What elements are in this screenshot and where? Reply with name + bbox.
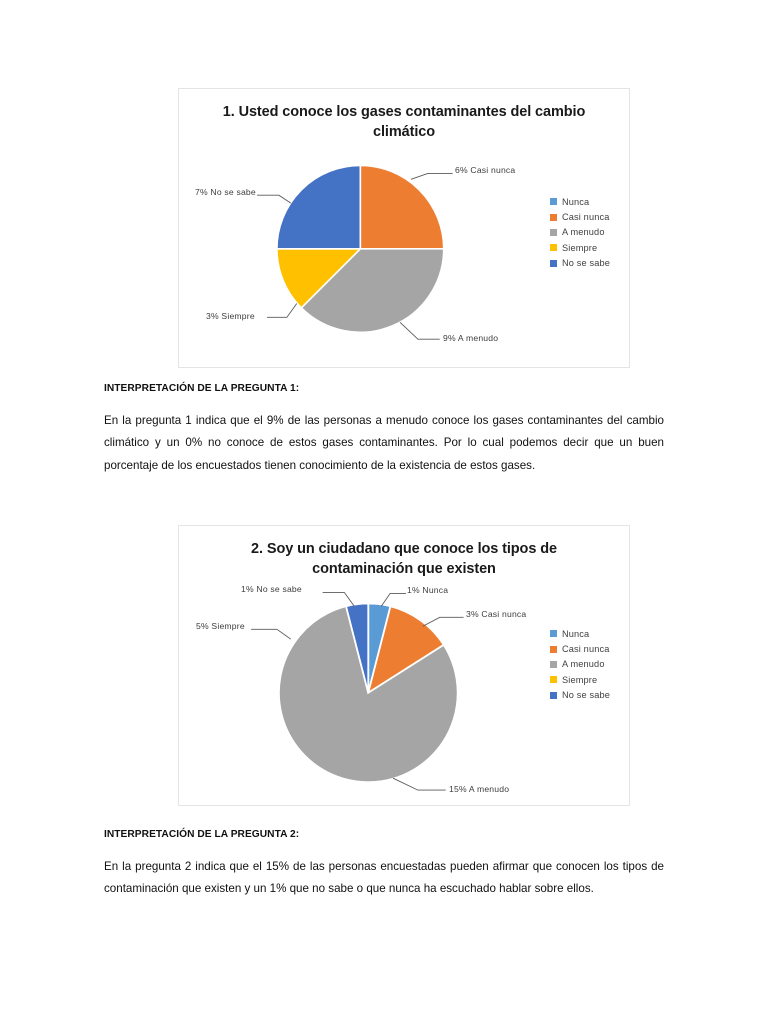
legend-swatch-icon-casi-nunca bbox=[550, 214, 557, 221]
chart-2-container bbox=[178, 525, 630, 806]
chart-1-data-label-casi-nunca: 6% Casi nunca bbox=[455, 165, 516, 175]
chart-2-data-label-nunca: 1% Nunca bbox=[407, 585, 449, 595]
interpretacion-2-paragraph: En la pregunta 2 indica que el 15% de las personas encuestadas pueden afirmar que conocen los tipos de contaminación que existen y un 1% que no sabe o que nunca ha escuchado hablar sobre ellos. bbox=[104, 860, 664, 896]
legend-label-a-menudo: A menudo bbox=[562, 659, 605, 670]
chart-1-container bbox=[178, 88, 630, 368]
legend-swatch-icon-nunca bbox=[550, 630, 557, 637]
interpretacion-1-heading: INTERPRETACIÓN DE LA PREGUNTA 1: bbox=[104, 383, 300, 394]
legend-label-nunca: Nunca bbox=[562, 628, 590, 639]
chart-2-slices bbox=[279, 603, 458, 782]
legend-label-nunca: Nunca bbox=[562, 196, 590, 207]
chart-2-title: 2. Soy un ciudadano que conoce los tipos de contaminación que existen bbox=[251, 541, 557, 577]
chart-1-data-label-no-se-sabe: 7% No se sabe bbox=[195, 187, 256, 197]
chart-1-slices bbox=[277, 165, 444, 332]
chart-1-data-label-siempre: 3% Siempre bbox=[206, 311, 255, 321]
legend-item-no-se-sabe[interactable] bbox=[550, 688, 610, 703]
leader-line-casi-nunca bbox=[423, 617, 464, 626]
legend-swatch-icon-no-se-sabe bbox=[550, 692, 557, 699]
leader-line-casi-nunca bbox=[411, 173, 453, 179]
pie-slice-no-se-sabe[interactable] bbox=[277, 165, 360, 248]
legend-swatch-icon-siempre bbox=[550, 244, 557, 251]
legend-swatch-icon-nunca bbox=[550, 198, 557, 205]
legend-item-no-se-sabe[interactable] bbox=[550, 256, 610, 271]
legend-label-casi-nunca: Casi nunca bbox=[562, 212, 610, 223]
leader-line-siempre bbox=[267, 303, 297, 317]
legend-swatch-icon-a-menudo bbox=[550, 229, 557, 236]
interpretacion-2-heading: INTERPRETACIÓN DE LA PREGUNTA 2: bbox=[104, 829, 300, 840]
chart-2-data-label-no-se-sabe: 1% No se sabe bbox=[241, 584, 302, 594]
legend-swatch-icon-siempre bbox=[550, 676, 557, 683]
legend-swatch-icon-casi-nunca bbox=[550, 646, 557, 653]
legend-label-a-menudo: A menudo bbox=[562, 227, 605, 238]
legend-label-no-se-sabe: No se sabe bbox=[562, 258, 610, 269]
pie-slice-casi-nunca[interactable] bbox=[360, 165, 443, 248]
legend-item-a-menudo[interactable] bbox=[550, 225, 610, 240]
interpretacion-1-paragraph: En la pregunta 1 indica que el 9% de las personas a menudo conoce los gases contaminantes del cambio climático y un 0% no conoce de estos gases contaminantes. Por lo cual podemos decir que un buen porcentaje de los encuestados tienen conocimiento de la existencia de estos gases. bbox=[104, 414, 664, 472]
legend-item-a-menudo[interactable] bbox=[550, 657, 610, 672]
legend-label-siempre: Siempre bbox=[562, 674, 598, 685]
legend-item-nunca[interactable] bbox=[550, 626, 610, 641]
legend-item-nunca[interactable] bbox=[550, 194, 610, 209]
legend-label-siempre: Siempre bbox=[562, 242, 598, 253]
chart-2-legend bbox=[550, 626, 610, 703]
chart-1-legend bbox=[550, 194, 610, 271]
legend-item-casi-nunca[interactable] bbox=[550, 641, 610, 656]
chart-1-title: 1. Usted conoce los gases contaminantes del cambio climático bbox=[222, 104, 586, 140]
leader-line-siempre bbox=[251, 629, 291, 639]
legend-item-siempre[interactable] bbox=[550, 240, 610, 255]
legend-swatch-icon-a-menudo bbox=[550, 661, 557, 668]
legend-label-no-se-sabe: No se sabe bbox=[562, 690, 610, 701]
chart-1-data-label-a-menudo: 9% A menudo bbox=[443, 333, 499, 343]
leader-line-no-se-sabe bbox=[257, 195, 291, 203]
chart-2-data-label-a-menudo: 15% A menudo bbox=[449, 784, 510, 794]
chart-2-data-label-casi-nunca: 3% Casi nunca bbox=[466, 609, 527, 619]
leader-line-a-menudo bbox=[400, 322, 440, 339]
leader-line-no-se-sabe bbox=[323, 593, 355, 607]
chart-2-data-label-siempre: 5% Siempre bbox=[196, 621, 245, 631]
legend-item-casi-nunca[interactable] bbox=[550, 209, 610, 224]
leader-line-a-menudo bbox=[393, 778, 446, 790]
legend-item-siempre[interactable] bbox=[550, 672, 610, 687]
legend-label-casi-nunca: Casi nunca bbox=[562, 644, 610, 655]
legend-swatch-icon-no-se-sabe bbox=[550, 260, 557, 267]
